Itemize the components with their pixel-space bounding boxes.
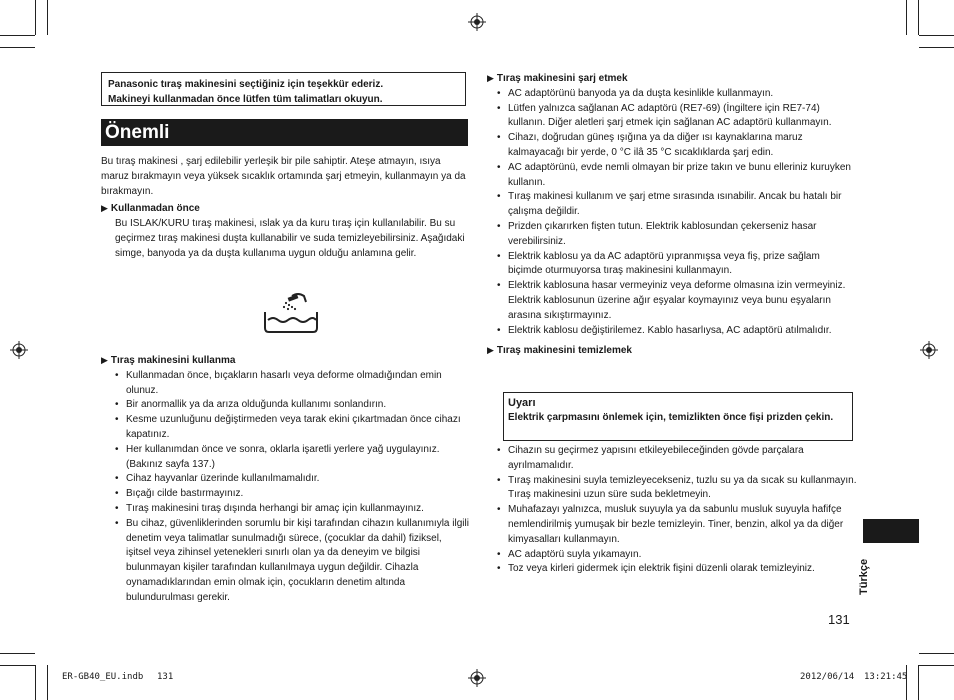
registration-mark-icon <box>10 341 28 359</box>
language-label: Türkçe <box>858 558 870 595</box>
registration-mark-icon <box>468 669 486 687</box>
arrow-right-icon: ▶ <box>101 203 108 214</box>
right-column <box>487 71 855 359</box>
registration-mark-icon <box>920 341 938 359</box>
crop-mark <box>906 665 907 700</box>
crop-mark <box>0 665 35 666</box>
footer-file-page: 131 <box>157 672 174 682</box>
crop-mark <box>919 653 954 654</box>
crop-mark <box>0 35 35 36</box>
subsection-title <box>487 343 855 359</box>
right-column-lower <box>497 444 857 577</box>
usage-list <box>101 369 469 606</box>
crop-mark <box>918 665 919 700</box>
crop-mark <box>919 47 954 48</box>
footer-time: 13:21:45 <box>864 672 908 682</box>
list-item: • Cihaz hayvanlar üzerinde kullanılmamalıdır. <box>115 472 469 487</box>
list-item: • Lütfen yalnızca sağlanan AC adaptörü (RE7-69) (İngiltere için RE7-74) kullanın. Diğer aletleri şarj etmek için sağlanan AC adaptörü kullanmayın. <box>497 102 855 132</box>
list-item: • Prizden çıkarırken fişten tutun. Elektrik kablosundan çekerseniz hasar verebilirsiniz. <box>497 220 855 250</box>
list-item: • Bu cihaz, güvenliklerinden sorumlu bir kişi tarafından cihazın kullanımıyla ilgili denetim veya talimatlar sunulmadığı sürece, (çocuklar da dahil) fiziksel, işitsel veya zihinsel yetenekleri sınırlı olan ya da deneyim ve bilgisi bulunmayan kişiler tarafından kullanılmaya uygun değildir. Cihazla oynamadıklarından emin olmak için, çocukların denetim altında bulundurulması gerekir. <box>115 517 469 606</box>
footer-date: 2012/06/14 <box>800 672 855 682</box>
registration-mark-icon <box>468 13 486 31</box>
language-tab <box>863 519 919 543</box>
subsection-title-text: Tıraş makinesini kullanma <box>110 355 236 366</box>
warning-text: Elektrik çarpmasını önlemek için, temizlikten önce fişi prizden çekin. <box>508 412 834 423</box>
list-item: • Cihazın su geçirmez yapısını etkileyebileceğinden gövde parçalara ayrılmamalıdır. <box>497 444 857 474</box>
crop-mark <box>906 0 907 35</box>
page-number: 131 <box>828 612 850 627</box>
footer-filename: ER-GB40_EU.indb <box>62 672 144 682</box>
list-item: • AC adaptörü suyla yıkamayın. <box>497 548 857 563</box>
charging-list <box>487 87 855 339</box>
notice-line: Makineyi kullanmadan önce lütfen tüm talimatları okuyun. <box>108 94 383 105</box>
usage-paragraph: Bu ISLAK/KURU tıraş makinesi, ıslak ya da kuru tıraş için kullanılabilir. Bu su geçirmez tıraş makinesi duşta kullanabilir ve suda temizleyebilirsiniz. Aşağıdaki simge, banyoda ya da duşta kullanıma uygun olduğu anlamına gelir. <box>115 218 465 259</box>
subsection-title <box>101 201 469 217</box>
intro-paragraph: Bu tıraş makinesi , şarj edilebilir yerleşik bir pile sahiptir. Ateşe atmayın, ısıya maruz bırakmayın veya yüksek sıcaklık ortamında şarj etmeyin, kullanmayın ya da bırakmayın. <box>101 156 466 197</box>
warning-box <box>503 392 853 441</box>
list-item: • Elektrik kablosuna hasar vermeyiniz veya deforme olmasına izin vermeyiniz. Elektrik kablosunun üzerine ağır eşyalar koymayınız veya bunu eşyaların arasına sıkıştırmayınız. <box>497 279 855 323</box>
left-column-lower <box>101 353 469 606</box>
list-item: • Bir anormallik ya da arıza olduğunda kullanımı sonlandırın. <box>115 398 469 413</box>
list-item: • Muhafazayı yalnızca, musluk suyuyla ya da sabunlu musluk suyuyla hafifçe nemlendirilmiş yumuşak bir bezle temizleyin. Tiner, benzin, alkol ya da diğer kimyasalları kullanmayın. <box>497 503 857 547</box>
bath-shower-icon <box>262 290 320 334</box>
subsection-title-text: Tıraş makinesini temizlemek <box>496 345 632 357</box>
list-item: • Toz veya kirleri gidermek için elektrik fişini düzenli olarak temizleyiniz. <box>497 562 857 577</box>
arrow-right-icon: ▶ <box>487 73 494 83</box>
list-item: • Kesme uzunluğunu değiştirmeden veya tarak ekini çıkartmadan önce cihazı kapatınız. <box>115 413 469 443</box>
list-item: • AC adaptörünü, evde nemli olmayan bir prize takın ve bunu elleriniz kuruyken kullanın. <box>497 161 855 191</box>
list-item: • Tıraş makinesini suyla temizleyecekseniz, tuzlu su ya da sıcak su kullanmayın. Tıraş makinesini uzun süre suda bekletmeyin. <box>497 474 857 504</box>
list-item: • Elektrik kablosu ya da AC adaptörü yıpranmışsa veya fiş, prize sağlam biçimde oturmuyorsa tıraş makinesini kullanmayın. <box>497 250 855 280</box>
list-item: • AC adaptörünü banyoda ya da duşta kesinlikle kullanmayın. <box>497 87 855 102</box>
list-item: • Elektrik kablosu değiştirilemez. Kablo hasarlıysa, AC adaptörü atılmalıdır. <box>497 324 855 339</box>
crop-mark <box>919 35 954 36</box>
subsection-title-text: Kullanmadan önce <box>110 203 200 215</box>
list-item: • Bıçağı cilde bastırmayınız. <box>115 487 469 502</box>
warning-title: Uyarı <box>508 397 536 409</box>
cleaning-list <box>497 444 857 577</box>
crop-mark <box>0 653 35 654</box>
crop-mark <box>919 665 954 666</box>
crop-mark <box>47 0 48 35</box>
notice-line: Panasonic tıraş makinesini seçtiğiniz için teşekkür ederiz. <box>108 79 384 90</box>
subsection-title-text: Tıraş makinesini şarj etmek <box>496 73 628 84</box>
left-column <box>101 155 469 262</box>
list-item: • Tıraş makinesi kullanım ve şarj etme sırasında ısınabilir. Ancak bu hatalı bir çalışma değildir. <box>497 190 855 220</box>
crop-mark <box>918 0 919 35</box>
subsection-title <box>487 71 855 87</box>
subsection-title <box>101 353 469 369</box>
thank-you-notice <box>101 72 466 106</box>
arrow-right-icon: ▶ <box>101 355 108 365</box>
section-heading: Önemli <box>101 119 468 146</box>
list-item: • Cihazı, doğrudan güneş ışığına ya da diğer ısı kaynaklarına maruz kalmayacağı bir yerde, 0 °C ilâ 35 °C sıcaklıklarda şarj edin. <box>497 131 855 161</box>
list-item: • Her kullanımdan önce ve sonra, oklarla işaretli yerlere yağ uygulayınız. (Bakınız sayfa 137.) <box>115 443 469 473</box>
list-item: • Tıraş makinesini tıraş dışında herhangi bir amaç için kullanmayınız. <box>115 502 469 517</box>
list-item: • Kullanmadan önce, bıçakların hasarlı veya deforme olmadığından emin olunuz. <box>115 369 469 399</box>
crop-mark <box>0 47 35 48</box>
arrow-right-icon: ▶ <box>487 345 494 356</box>
crop-mark <box>35 0 36 35</box>
crop-mark <box>47 665 48 700</box>
crop-mark <box>35 665 36 700</box>
